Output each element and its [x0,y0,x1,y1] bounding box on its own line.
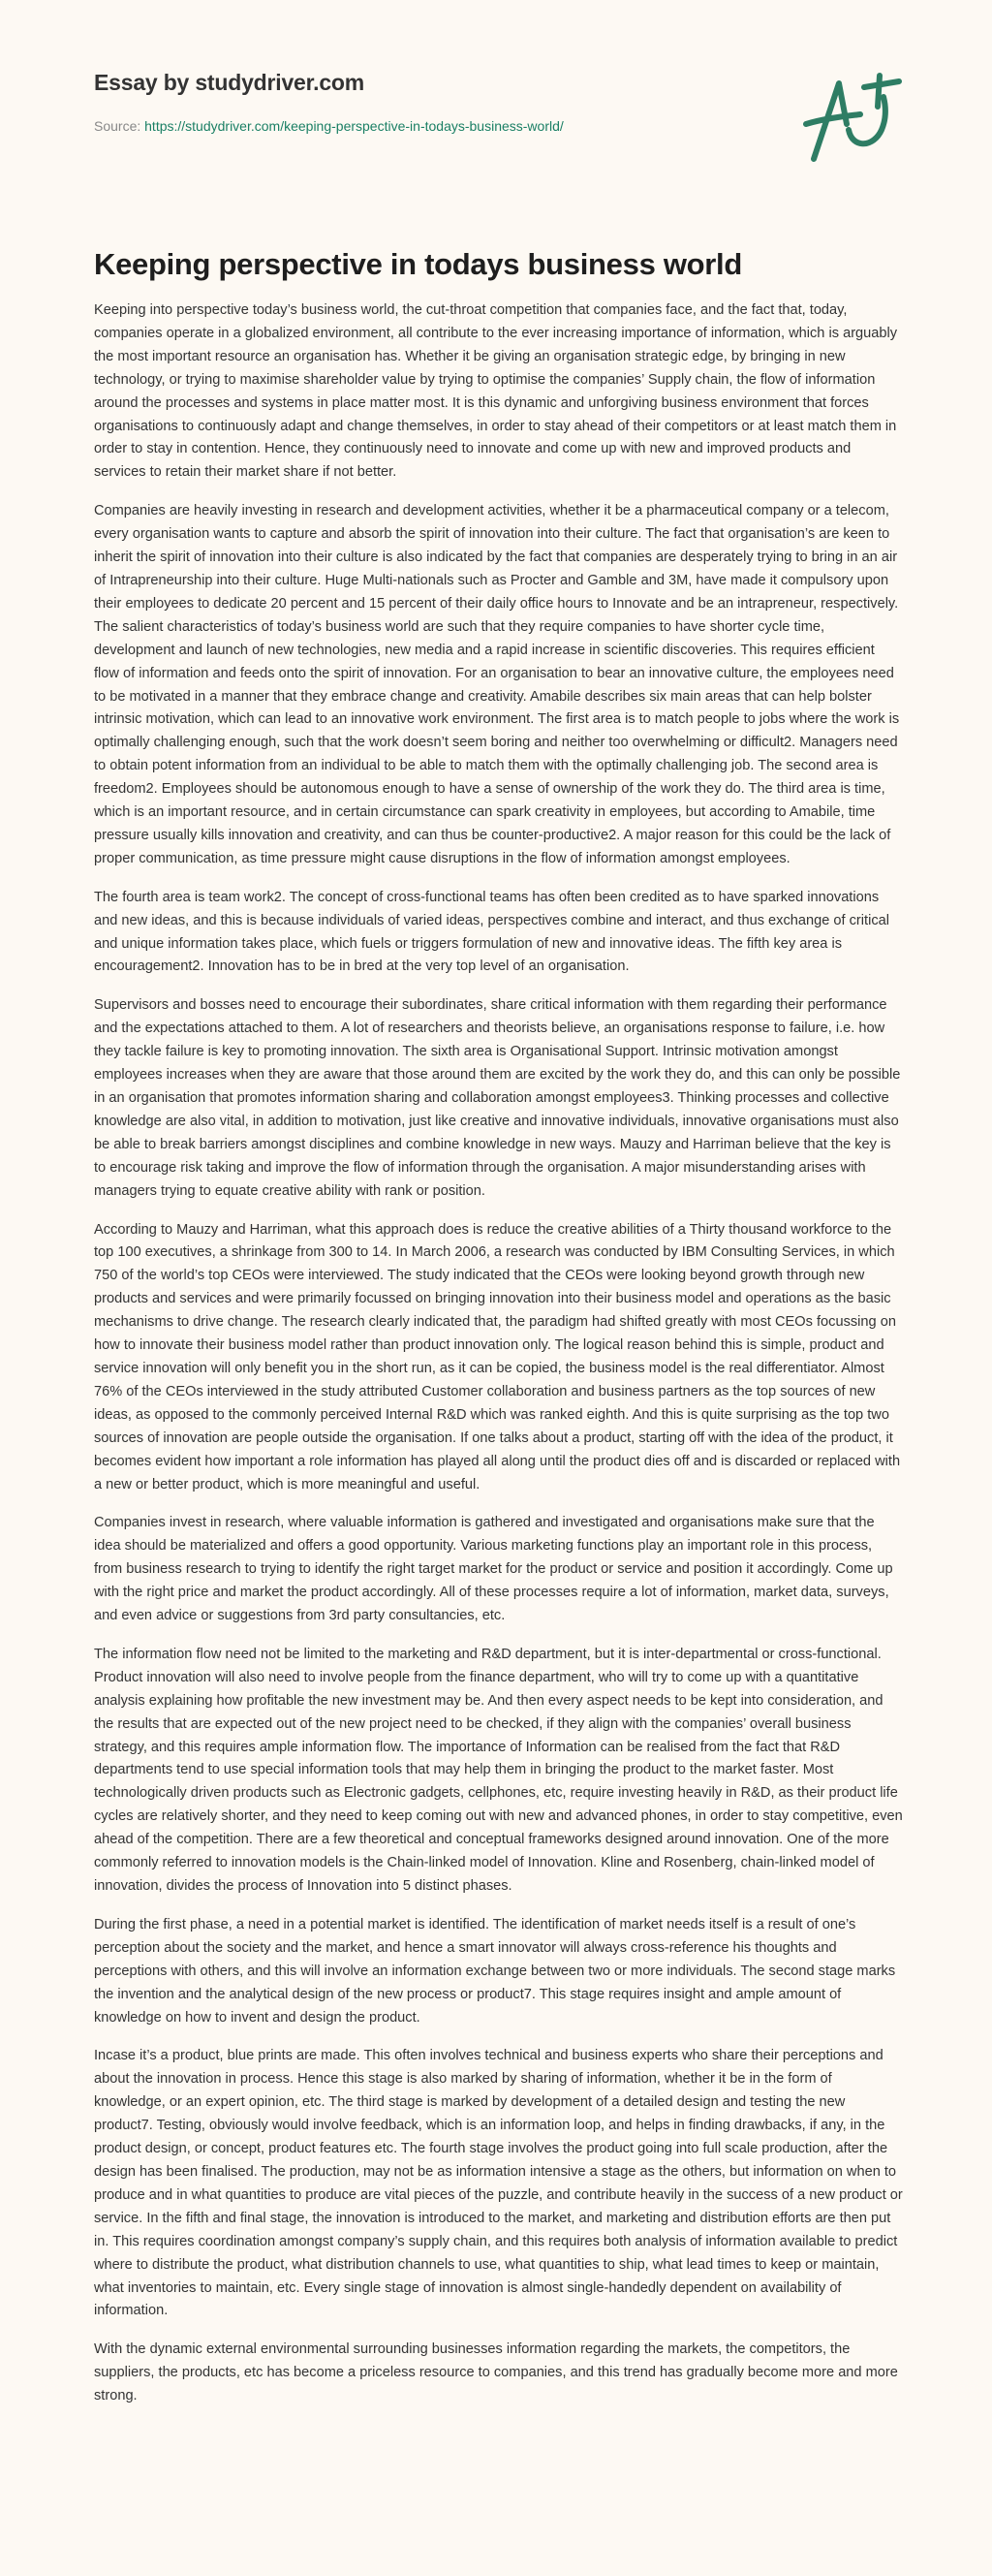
essay-paragraph: Companies are heavily investing in research and development activities, whether it be a pharmaceutical company or a telecom, every organisation wants to capture and absorb the spirit of innovation into their culture. The fact that organisation’s are keen to inherit the spirit of innovation into their culture is also indicated by the fact that companies are desperately trying to bring in an air of Intrapreneurship into their culture. Huge Multi-nationals such as Procter and Gamble and 3M, have made it compulsory upon their employees to dedicate 20 percent and 15 percent of their daily office hours to Innovate and be an intrapreneur, respectively. The salient characteristics of today’s business world are such that they require companies to have shorter cycle time, development and launch of new technologies, new media and a rapid increase in scientific discoveries. This requires efficient flow of information and feeds onto the spirit of innovation. For an organisation to bear an innovative culture, the employees need to be motivated in a manner that they embrace change and creativity. Amabile describes six main areas that can help bolster intrinsic motivation, which can lead to an innovative work environment. The first area is to match people to jobs where the work is optimally challenging enough, such that the work doesn’t seem boring and neither too overwhelming or difficult2. Managers need to obtain potent information from an individual to be able to match them with the optimally challenging job. The second area is freedom2. Employees should be autonomous enough to have a sense of ownership of the work they do. The third area is time, which is an important resource, and in certain circumstance can spark creativity in employees, but according to Amabile, time pressure usually kills innovation and creativity, and can thus be counter-productive2. A major reason for this could be the lack of proper communication, as time pressure might cause disruptions in the flow of information amongst employees. [94,503,900,866]
essay-paragraph: According to Mauzy and Harriman, what this approach does is reduce the creative abilities of a Thirty thousand workforce to the top 100 executives, a shrinkage from 300 to 14. In March 2006, a research was conducted by IBM Consulting Services, in which 750 of the world’s top CEOs were interviewed. The study indicated that the CEOs were looking beyond growth through new products and services and were primarily focussed on bringing innovation into their business model and operations as the basic mechanisms to drive change. The research clearly indicated that, the paradigm had shifted greatly with most CEOs focussing on how to innovate their business model rather than product innovation only. The logical reason behind this is simple, product and service innovation will only benefit you in the short run, as it can be copied, the business model is the real differentiator. Almost 76% of the CEOs interviewed in the study attributed Customer collaboration and business partners as the top sources of new ideas, as opposed to the commonly perceived Internal R&D which was ranked eighth. And this is quite surprising as the top two sources of innovation are people outside the organisation. If one talks about a product, starting off with the idea of the product, it becomes evident how important a role information has played all along until the product dies off and is discarded or replaced with a new or better product, which is more meaningful and useful. [94,1221,901,1492]
essay-paragraph: With the dynamic external environmental surrounding businesses information regarding the markets, the competitors, the suppliers, the products, etc has become a priceless resource to companies, and this trend has gradually become more and more strong. [94,2341,898,2404]
essay-paragraph: The fourth area is team work2. The concept of cross-functional teams has often been credited as to have sparked innovations and new ideas, and this is because individuals of varied ideas, perspectives combine and interact, and thus exchange of critical and unique information takes place, which fuels or triggers formulation of new and innovative ideas. The fifth key area is encouragement2. Innovation has to be in bred at the very top level of an organisation. [94,889,889,975]
source-label: Source: [94,118,145,134]
essay-title: Keeping perspective in todays business world [94,247,742,281]
source-line [94,118,564,134]
essay-paragraph: The information flow need not be limited to the marketing and R&D department, but it is inter-departmental or cross-functional. Product innovation will also need to involve people from the finance department, who will try to come up with a quantitative analysis explaining how profitable the new investment may be. And then every aspect needs to be kept into consideration, and the results that are expected out of the new project need to be checked, if they align with the companies’ overall business strategy, and this requires ample information flow. The importance of Information can be realised from the fact that R&D departments tend to use special information tools that may help them in bringing the product to the market faster. Most technologically driven products such as Electronic gadgets, cellphones, etc, require investing heavily in R&D, as their product life cycles are relatively shorter, and they need to keep coming out with new and advanced phones, in order to stay competitive, even ahead of the competition. There are a few theoretical and conceptual frameworks designed around innovation. One of the more commonly referred to innovation models is the Chain-linked model of Innovation. Kline and Rosenberg, chain-linked model of innovation, divides the process of Innovation into 5 distinct phases. [94,1646,903,1894]
essay-paragraph: Companies invest in research, where valuable information is gathered and investigated and organisations make sure that the idea should be materialized and offers a good opportunity. Various marketing functions play an important role in this process, from business research to trying to identify the right target market for the product or service and position it accordingly. Come up with the right price and market the product accordingly. All of these processes require a lot of information, market data, surveys, and even advice or suggestions from 3rd party consultancies, etc. [94,1515,893,1624]
essay-paragraph: During the first phase, a need in a potential market is identified. The identification of market needs itself is a result of one’s perception about the society and the market, and hence a smart innovator will always cross-reference his thoughts and perceptions with others, and this will involve an information exchange between two or more individuals. The second stage marks the invention and the analytical design of the new process or product7. This stage requires insight and ample amount of knowledge on how to invent and design the product. [94,1916,896,2026]
source-link[interactable]: https://studydriver.com/keeping-perspective-in-todays-business-world/ [144,118,564,134]
essay-content [0,247,992,2408]
site-header [0,0,992,233]
site-title: Essay by studydriver.com [94,70,365,95]
essay-paragraph: Keeping into perspective today’s business world, the cut-throat competition that companies face, and the fact that, today, companies operate in a globalized environment, all contribute to the ever increasing importance of information, which is arguably the most important resource an organisation has. Whether it be giving an organisation strategic edge, by bringing in new technology, or trying to maximise shareholder value by trying to optimise the companies’ Supply chain, the flow of information around the processes and systems in place matter most. It is this dynamic and unforgiving business environment that forces organisations to continuously adapt and change themselves, in order to stay ahead of their competitors or at least match them in order to stay in contention. Hence, they continuously need to innovate and come up with new and improved products and services to retain their market share if not better. [94,302,898,481]
essay-paragraph: Supervisors and bosses need to encourage their subordinates, share critical information with them regarding their performance and the expectations attached to them. A lot of researchers and theorists believe, an organisations response to failure, i.e. how they tackle failure is key to promoting innovation. The sixth area is Organisational Support. Intrinsic motivation amongst employees increases when they are aware that those around them are excited by the work they do, and this can only be possible in an organisation that promotes information sharing and collaboration amongst employees3. Thinking processes and collective knowledge are also vital, in addition to motivation, just like creative and innovative individuals, innovative organisations must also be able to break barriers amongst disciplines and combine knowledge in new ways. Mauzy and Harriman believe that the key is to encourage risk taking and improve the flow of information through the organisation. A major misunderstanding arises with managers trying to equate creative ability with rank or position. [94,997,901,1199]
a-plus-grade-icon [796,66,922,163]
essay-paragraph: Incase it’s a product, blue prints are made. This often involves technical and business experts who share their perceptions and about the innovation in process. Hence this stage is also marked by sharing of information, whether it be in the form of knowledge, or an expert opinion, etc. The third stage is marked by development of a detailed design and testing the new product7. Testing, obviously would involve feedback, which is an information loop, and helps in finding drawbacks, if any, in the product design, or concept, product features etc. The fourth stage involves the product going into full scale production, after the design has been finalised. The production, may not be as information intensive a stage as the others, but information on when to produce and in what quantities to produce are vital pieces of the puzzle, and contribute heavily in the success of a new product or service. In the fifth and final stage, the innovation is introduced to the market, and marketing and distribution efforts are then put in. This requires coordination amongst company’s supply chain, and this requires both analysis of information available to predict where to distribute the product, what distribution channels to use, what quantities to ship, what lead times to keep or maintain, what inventories to maintain, etc. Every single stage of innovation is almost single-handedly dependent on availability of information. [94,2048,903,2319]
